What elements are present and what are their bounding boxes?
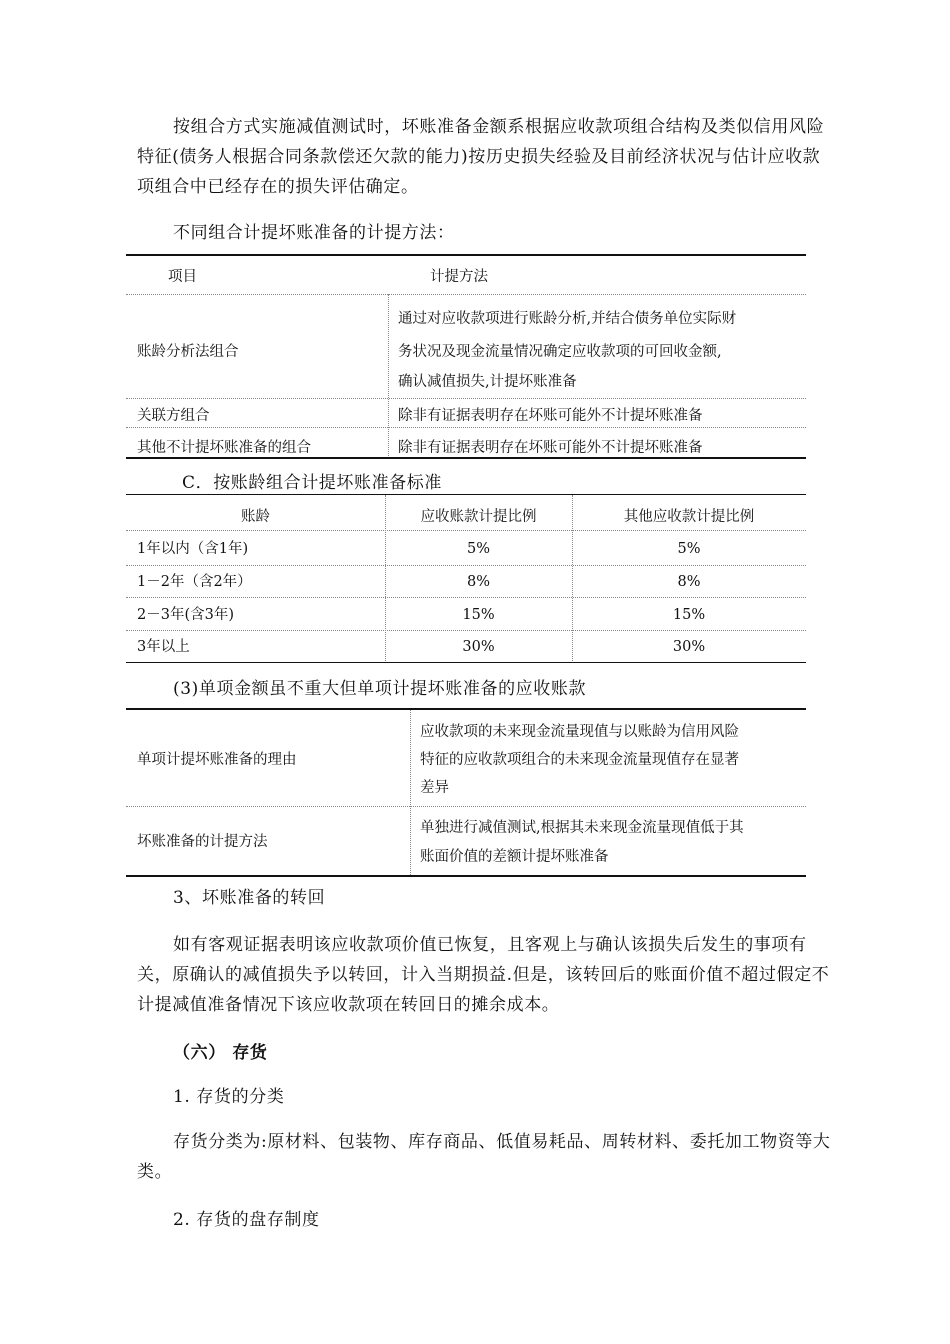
table-cell-content: 差异 xyxy=(420,780,449,796)
table-cell-aging: 2－3年(含3年) xyxy=(137,607,234,623)
row-divider xyxy=(126,630,806,631)
table-cell-ratio: 5% xyxy=(466,541,490,557)
heading-inventory-counting: 2. 存货的盘存制度 xyxy=(173,1210,320,1230)
table-cell-method: 除非有证据表明存在坏账可能外不计提坏账准备 xyxy=(398,440,703,456)
paragraph-inventory-classes: 存货分类为:原材料、包装物、库存商品、低值易耗品、周转材料、委托加工物资等大类。 xyxy=(137,1132,831,1182)
row-divider xyxy=(126,530,806,531)
table-cell-method: 除非有证据表明存在坏账可能外不计提坏账准备 xyxy=(398,408,703,424)
table-bottom-rule xyxy=(126,457,806,459)
table-cell-item: 其他不计提坏账准备的组合 xyxy=(137,440,311,456)
table-cell-label: 单项计提坏账准备的理由 xyxy=(137,752,297,768)
paragraph-reversal: 如有客观证据表明该应收款项价值已恢复，且客观上与确认该损失后发生的事项有关，原确认的减值损失予以转回，计入当期损益.但是，该转回后的账面价值不超过假定不计提减值准备情况下该应收款项在转回日的摊余成本。 xyxy=(137,935,830,1015)
table-cell-ratio: 15% xyxy=(672,607,706,623)
heading-inventory-classification: 1. 存货的分类 xyxy=(173,1087,285,1107)
table-bottom-rule xyxy=(126,662,806,663)
heading-inventory: （六） 存货 xyxy=(173,1043,268,1063)
row-divider xyxy=(126,597,806,598)
table-cell-ratio: 8% xyxy=(677,574,701,590)
table-cell-item: 关联方组合 xyxy=(137,408,210,424)
row-divider xyxy=(126,806,806,807)
table-top-rule xyxy=(126,494,806,495)
column-divider xyxy=(410,710,411,875)
paragraph-impairment-test: 按组合方式实施减值测试时，坏账准备金额系根据应收款项组合结构及类似信用风险特征(债务人根据合同条款偿还欠款的能力)按历史损失经验及目前经济状况与估计应收款项组合中已经存在的损失评估确定。 xyxy=(137,117,825,197)
column-divider xyxy=(388,294,389,456)
table-top-rule xyxy=(126,254,806,256)
table-cell-aging: 3年以上 xyxy=(137,639,190,655)
table-cell-label: 坏账准备的计提方法 xyxy=(137,834,268,850)
table-cell-method: 通过对应收款项进行账龄分析,并结合债务单位实际财 xyxy=(398,311,737,327)
row-divider xyxy=(126,398,806,399)
table-header-receivable-ratio: 应收账款计提比例 xyxy=(420,509,537,525)
table-cell-aging: 1－2年（含2年） xyxy=(137,574,252,590)
table-cell-content: 单独进行减值测试,根据其未来现金流量现值低于其 xyxy=(420,820,744,836)
table-bottom-rule xyxy=(126,875,806,877)
table-header-item: 项目 xyxy=(168,269,197,285)
row-divider xyxy=(126,294,806,295)
table-cell-method: 确认减值损失,计提坏账准备 xyxy=(398,374,577,390)
table-cell-ratio: 5% xyxy=(677,541,701,557)
table-cell-ratio: 15% xyxy=(462,607,495,623)
row-divider xyxy=(126,427,806,428)
table-cell-content: 账面价值的差额计提坏账准备 xyxy=(420,849,609,865)
row-divider xyxy=(126,565,806,566)
heading-reversal: 3、坏账准备的转回 xyxy=(173,888,326,908)
table-cell-content: 特征的应收款项组合的未来现金流量现值存在显著 xyxy=(420,752,739,768)
table-cell-aging: 1年以内（含1年) xyxy=(137,541,249,557)
table-cell-ratio: 30% xyxy=(462,639,495,655)
table-cell-content: 应收款项的未来现金流量现值与以账龄为信用风险 xyxy=(420,724,739,740)
table-header-method: 计提方法 xyxy=(430,269,488,285)
table-cell-ratio: 8% xyxy=(466,574,490,590)
table-cell-ratio: 30% xyxy=(672,639,706,655)
heading-aging-standard: C．按账龄组合计提坏账准备标准 xyxy=(182,473,443,493)
table-cell-method: 务状况及现金流量情况确定应收款项的可回收金额, xyxy=(398,344,722,360)
heading-individual-provision: (3)单项金额虽不重大但单项计提坏账准备的应收账款 xyxy=(173,679,587,699)
table-cell-item: 账龄分析法组合 xyxy=(137,344,239,360)
table-header-aging: 账龄 xyxy=(241,509,270,525)
table-top-rule xyxy=(126,708,806,710)
paragraph-methods-intro: 不同组合计提坏账准备的计提方法： xyxy=(173,223,455,243)
table-header-other-ratio: 其他应收款计提比例 xyxy=(623,509,755,525)
